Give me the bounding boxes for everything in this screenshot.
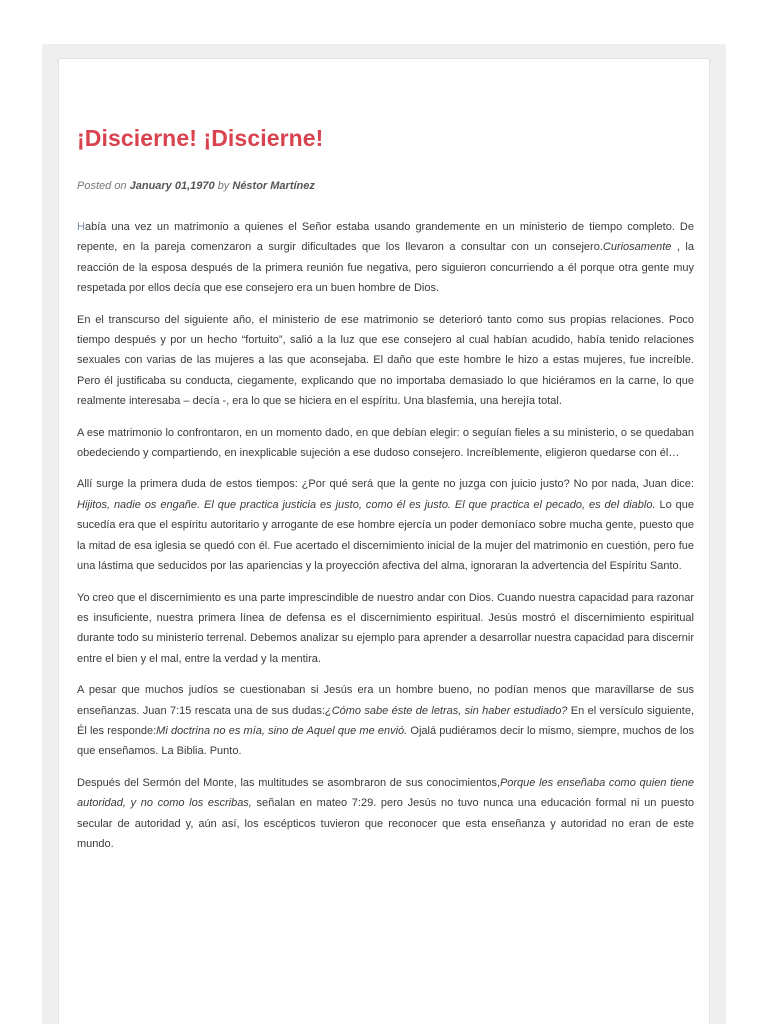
paragraph-1-text-end: , la reacción de la esposa después de la primera reunión fue negativa, pero siguieron concurriendo a él porque otra gente muy respetada por ellos decía que ese consejero era un buen hombre de Dios.: [77, 241, 694, 295]
paragraph-2: En el transcurso del siguiente año, el ministerio de ese matrimonio se deterioró tanto como sus propias relaciones. Poco tiempo después y por un hecho “fortuito”, salió a la luz que ese consejero al cual habían acudido, había tenido relaciones sexuales con varias de las mujeres a las que aconsejaba. El daño que este hombre le hizo a estas mujeres, fue increíble. Pero él justificaba su conducta, ciegamente, explicando que no importaba demasiado lo que hiciéramos en la carne, lo que realmente interesaba – decía -, era lo que se hiciera en el espíritu. Una blasfemia, una herejía total.: [77, 313, 694, 408]
paragraph-4: [77, 474, 694, 576]
paragraph-5: Yo creo que el discernimiento es una parte imprescindible de nuestro andar con Dios. Cuando nuestra capacidad para razonar es insuficiente, nuestra primera línea de defensa es el discernimiento espiritual. Jesús mostró el discernimiento espiritual durante todo su ministerio terrenal. Debemos analizar su ejemplo para aprender a desarrollar nuestra capacidad para discernir entre el bien y el mal, entre la verdad y la mentira.: [77, 591, 694, 665]
paragraph-6: [77, 680, 694, 762]
article-body: [77, 217, 694, 865]
paragraph-6-quote-1: ¿Cómo sabe éste de letras, sin haber estudiado?: [324, 704, 568, 717]
article-title: ¡Discierne! ¡Discierne!: [77, 125, 324, 151]
paragraph-4-quote: Hijitos, nadie os engañe. El que practica justicia es justo, como él es justo. El que practica el pecado, es del diablo.: [77, 498, 656, 511]
paragraph-7-quote: Porque les enseñaba como quien tiene autoridad, y no como los escribas,: [77, 776, 694, 810]
drop-cap: H: [77, 221, 85, 233]
by-label: by: [217, 180, 230, 192]
post-meta: [77, 180, 315, 192]
paragraph-4-text-end: Lo que sucedía era que el espíritu autoritario y arrogante de ese hombre ejercía un poder demoníaco sobre mucha gente, puesto que la mitad de esa iglesia se quedó con él. Fue acertado el discernimiento inicial de la mujer del matrimonio en cuestión, pero fue una lástima que seducidos por las apariencias y la proyección afectiva del alma, ignoraran la advertencia del Espíritu Santo.: [77, 498, 694, 573]
posted-on-label: Posted on: [77, 180, 127, 192]
paragraph-7: [77, 773, 694, 855]
paragraph-6-text-mid: En el versículo siguiente, Él les responde:: [77, 704, 695, 737]
paragraph-1: [77, 217, 694, 299]
article-card: [58, 58, 710, 1024]
paragraph-7-text: Después del Sermón del Monte, las multitudes se asombraron de sus conocimientos,: [77, 776, 500, 789]
paragraph-1-text: abía una vez un matrimonio a quienes el Señor estaba usando grandemente en un ministerio de tiempo completo. De repente, en la pareja comenzaron a surgir dificultades que los llevaron a consultar con un consejero.: [77, 221, 694, 254]
paragraph-4-text: Allí surge la primera duda de estos tiempos: ¿Por qué será que la gente no juzga con juicio justo? No por nada, Juan dice:: [77, 478, 694, 491]
post-date: January 01,1970: [129, 180, 215, 192]
paragraph-3: A ese matrimonio lo confrontaron, en un momento dado, en que debían elegir: o seguían fieles a su ministerio, o se quedaban obedeciendo y compartiendo, en inexplicable sujeción a ese dudoso consejero. Increíblemente, eligieron quedarse con él…: [77, 426, 694, 460]
paragraph-1-italic: Curiosamente: [602, 241, 672, 254]
post-author: Néstor Martínez: [232, 180, 315, 192]
paragraph-6-text: A pesar que muchos judíos se cuestionaban si Jesús era un hombre bueno, no podían menos que maravillarse de sus enseñanzas. Juan 7:15 rescata una de sus dudas:: [77, 684, 694, 717]
paragraph-7-text-end: señalan en mateo 7:29. pero Jesús no tuvo nunca una educación formal ni un puesto secular de autoridad y, aún así, los escépticos tuvieron que reconocer que esta enseñanza y autoridad no eran de este mundo.: [77, 797, 694, 850]
paragraph-6-text-end: Ojalá pudiéramos decir lo mismo, siempre, muchos de los que enseñamos. La Biblia. Punto.: [77, 724, 694, 758]
paragraph-6-quote-2: Mi doctrina no es mía, sino de Aquel que me envió.: [156, 724, 408, 737]
